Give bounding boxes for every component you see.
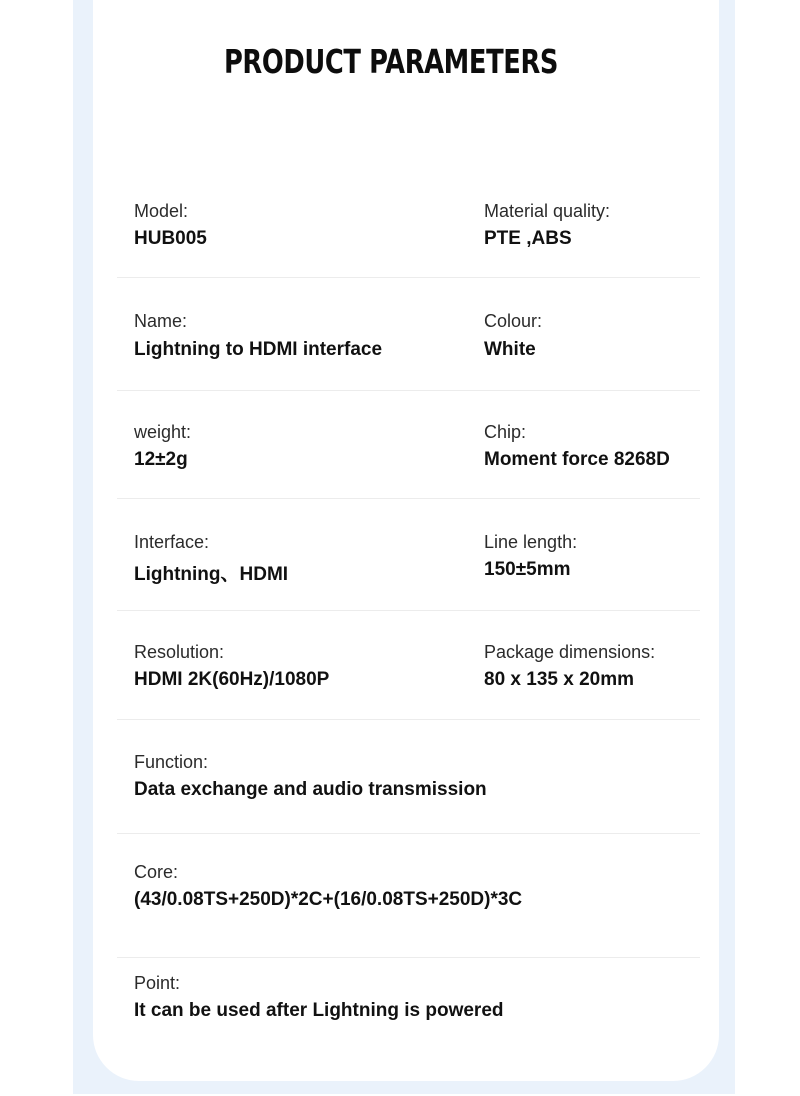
- material-value: PTE ,ABS: [484, 228, 572, 249]
- divider: [117, 833, 700, 834]
- resolution-value: HDMI 2K(60Hz)/1080P: [134, 669, 330, 690]
- model-value: HUB005: [134, 228, 207, 249]
- material-label: Material quality:: [484, 201, 611, 221]
- chip-label: Chip:: [484, 422, 527, 442]
- chip-value: Moment force 8268D: [484, 449, 670, 470]
- resolution-label: Resolution:: [134, 642, 225, 662]
- function-value: Data exchange and audio transmission: [134, 779, 487, 800]
- core-label: Core:: [134, 862, 179, 882]
- function-label: Function:: [134, 752, 209, 772]
- package-label: Package dimensions:: [484, 642, 656, 662]
- divider: [117, 957, 700, 958]
- divider: [117, 390, 700, 391]
- colour-label: Colour:: [484, 311, 543, 331]
- core-value: (43/0.08TS+250D)*2C+(16/0.08TS+250D)*3C: [134, 889, 523, 910]
- point-label: Point:: [134, 973, 181, 993]
- divider: [117, 610, 700, 611]
- divider: [117, 277, 700, 278]
- interface-value: Lightning、HDMI: [134, 564, 289, 585]
- line-length-value: 150±5mm: [484, 559, 571, 580]
- weight-value: 12±2g: [134, 449, 188, 470]
- divider: [117, 498, 700, 499]
- package-value: 80 x 135 x 20mm: [484, 669, 635, 690]
- name-value: Lightning to HDMI interface: [134, 339, 383, 360]
- model-label: Model:: [134, 201, 189, 221]
- line-length-label: Line length:: [484, 532, 578, 552]
- page-title: PRODUCT PARAMETERS: [223, 42, 559, 81]
- weight-label: weight:: [134, 422, 192, 442]
- divider: [117, 719, 700, 720]
- point-value: It can be used after Lightning is powered: [134, 1000, 504, 1021]
- colour-value: White: [484, 339, 536, 360]
- name-label: Name:: [134, 311, 188, 331]
- interface-label: Interface:: [134, 532, 210, 552]
